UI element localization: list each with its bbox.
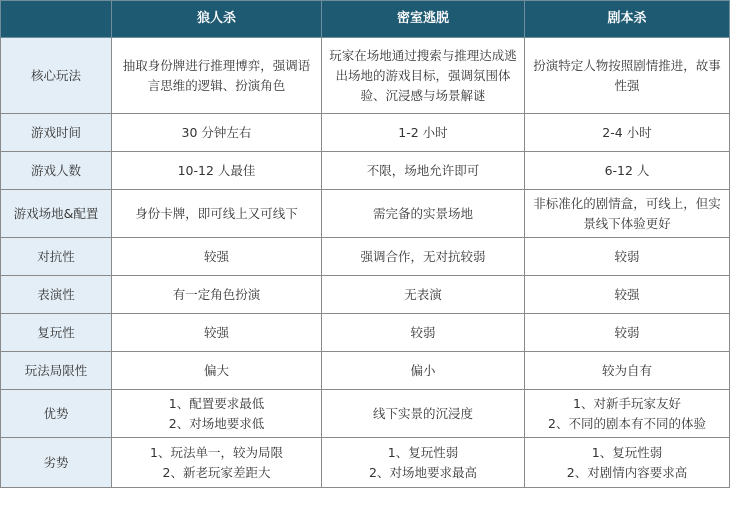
row-label: 玩法局限性 xyxy=(1,352,112,390)
table-row xyxy=(1,390,730,438)
table-cell xyxy=(525,152,730,190)
table-cell xyxy=(112,390,322,438)
cell-text: 非标准化的剧情盒，可线上，但实景线下体验更好 xyxy=(533,195,721,231)
cell-text: 有一定角色扮演 xyxy=(172,286,261,302)
row-label: 优势 xyxy=(1,390,112,438)
table-cell xyxy=(322,114,525,152)
table-row xyxy=(1,38,730,114)
table-cell xyxy=(525,114,730,152)
table-row xyxy=(1,438,730,488)
header-werewolf: 狼人杀 xyxy=(112,1,322,38)
cell-text: 2、新老玩家差距大 xyxy=(162,464,271,480)
table-row xyxy=(1,152,730,190)
table-cell xyxy=(112,238,322,276)
cell-text: 玩家在场地通过搜索与推理达成逃出场地的游戏目标，强调氛围体验、沉浸感与场景解谜 xyxy=(329,47,517,103)
header-escape-room: 密室逃脱 xyxy=(322,1,525,38)
table-cell xyxy=(525,314,730,352)
row-label: 游戏场地&配置 xyxy=(1,190,112,238)
table-row xyxy=(1,276,730,314)
cell-text: 偏小 xyxy=(410,362,436,378)
cell-text: 抽取身份牌进行推理博弈，强调语言思维的逻辑、扮演角色 xyxy=(122,57,311,93)
table-cell xyxy=(112,352,322,390)
table-cell xyxy=(525,438,730,488)
table-cell xyxy=(322,38,525,114)
table-cell xyxy=(525,190,730,238)
cell-text: 线下实景的沉浸度 xyxy=(372,405,473,421)
table-cell xyxy=(322,152,525,190)
table-cell xyxy=(322,314,525,352)
table-cell xyxy=(112,38,322,114)
row-label: 表演性 xyxy=(1,276,112,314)
cell-text: 1-2 小时 xyxy=(398,124,448,140)
cell-text: 2、对剧情内容要求高 xyxy=(566,464,688,480)
table-cell xyxy=(112,114,322,152)
cell-text: 1、复玩性弱 xyxy=(387,444,459,460)
cell-text: 1、对新手玩家友好 xyxy=(573,395,681,411)
row-label: 劣势 xyxy=(1,438,112,488)
header-script-murder: 剧本杀 xyxy=(525,1,730,38)
cell-text: 2、不同的剧本有不同的体验 xyxy=(548,415,706,431)
cell-text: 较弱 xyxy=(410,324,436,340)
table-row xyxy=(1,314,730,352)
table-cell xyxy=(112,438,322,488)
cell-text: 身份卡牌，即可线上又可线下 xyxy=(135,205,298,221)
table-cell xyxy=(525,276,730,314)
cell-text: 较强 xyxy=(203,324,229,340)
cell-text: 1、复玩性弱 xyxy=(591,444,663,460)
table-cell xyxy=(322,190,525,238)
row-label: 对抗性 xyxy=(1,238,112,276)
cell-text: 30 分钟左右 xyxy=(181,124,252,140)
header-corner xyxy=(1,1,112,38)
table-row xyxy=(1,190,730,238)
cell-text: 较强 xyxy=(203,248,229,264)
table-cell xyxy=(525,38,730,114)
header-row xyxy=(1,1,730,38)
table-cell xyxy=(112,276,322,314)
cell-text: 2、对场地要求最高 xyxy=(369,464,477,480)
row-label: 核心玩法 xyxy=(1,38,112,114)
table-cell xyxy=(525,352,730,390)
table-cell xyxy=(112,152,322,190)
row-label: 复玩性 xyxy=(1,314,112,352)
row-label: 游戏人数 xyxy=(1,152,112,190)
cell-text: 10-12 人最佳 xyxy=(177,162,256,178)
table-row xyxy=(1,352,730,390)
table-cell xyxy=(322,390,525,438)
cell-text: 6-12 人 xyxy=(604,162,650,178)
cell-text: 扮演特定人物按照剧情推进，故事性强 xyxy=(533,57,721,93)
row-label: 游戏时间 xyxy=(1,114,112,152)
table-cell xyxy=(322,238,525,276)
cell-text: 1、玩法单一，较为局限 xyxy=(150,444,283,460)
table-row xyxy=(1,238,730,276)
cell-text: 不限，场地允许即可 xyxy=(366,162,480,178)
cell-text: 较强 xyxy=(614,286,640,302)
cell-text: 强调合作，无对抗较弱 xyxy=(360,248,486,264)
cell-text: 偏大 xyxy=(203,362,229,378)
table-cell xyxy=(322,352,525,390)
table-cell xyxy=(322,438,525,488)
cell-text: 2、对场地要求低 xyxy=(168,415,265,431)
table-cell xyxy=(322,276,525,314)
table-cell xyxy=(525,238,730,276)
cell-text: 较为自有 xyxy=(601,362,652,378)
cell-text: 较弱 xyxy=(614,324,640,340)
table-row xyxy=(1,114,730,152)
table-cell xyxy=(112,314,322,352)
cell-text: 2-4 小时 xyxy=(602,124,652,140)
table-cell xyxy=(112,190,322,238)
cell-text: 1、配置要求最低 xyxy=(168,395,265,411)
cell-text: 需完备的实景场地 xyxy=(372,205,473,221)
cell-text: 较弱 xyxy=(614,248,640,264)
table-cell xyxy=(525,390,730,438)
cell-text: 无表演 xyxy=(404,286,442,302)
